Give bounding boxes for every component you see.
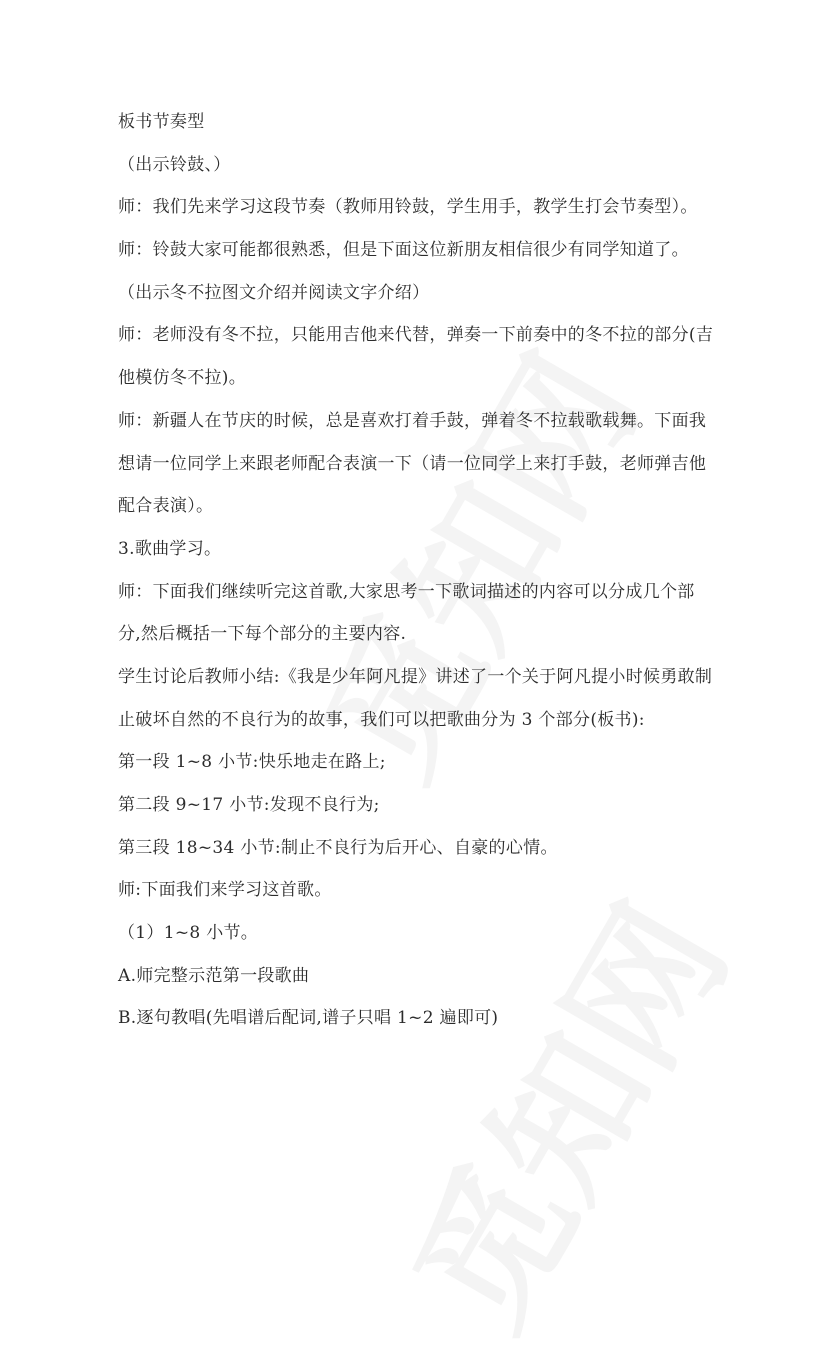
document-body <box>118 101 758 1040</box>
text-line: 师：铃鼓大家可能都很熟悉，但是下面这位新朋友相信很少有同学知道了。 <box>118 240 689 261</box>
text-line: （出示冬不拉图文介绍并阅读文字介绍） <box>118 282 430 303</box>
text-line: 3.歌曲学习。 <box>118 538 222 559</box>
text-line: 第三段 18~34 小节:制止不良行为后开心、自豪的心情。 <box>118 837 558 858</box>
text-line: 想请一位同学上来跟老师配合表演一下（请一位同学上来打手鼓，老师弹吉他 <box>118 453 707 474</box>
text-line: （1）1~8 小节。 <box>118 923 259 944</box>
text-line: （出示铃鼓、） <box>118 154 231 175</box>
text-line: 配合表演）。 <box>118 496 214 517</box>
text-line: 师:下面我们来学习这首歌。 <box>118 880 332 901</box>
text-line: 师：老师没有冬不拉，只能用吉他来代替，弹奏一下前奏中的冬不拉的部分(吉 <box>118 325 714 346</box>
text-line: 学生讨论后教师小结:《我是少年阿凡提》讲述了一个关于阿凡提小时候勇敢制 <box>118 666 713 687</box>
text-line: 第二段 9~17 小节:发现不良行为; <box>118 795 380 815</box>
text-line: 他模仿冬不拉)。 <box>118 368 247 389</box>
text-line: B.逐句教唱(先唱谱后配词,谱子只唱 1~2 遍即可) <box>118 1008 499 1029</box>
text-line: 师：下面我们继续听完这首歌,大家思考一下歌词描述的内容可以分成几个部 <box>118 581 695 602</box>
text-line: 板书节奏型 <box>118 112 205 132</box>
text-line: 止破坏自然的不良行为的故事，我们可以把歌曲分为 3 个部分(板书): <box>118 709 645 730</box>
text-line: 师：我们先来学习这段节奏（教师用铃鼓，学生用手，教学生打会节奏型）。 <box>118 197 698 218</box>
text-line: A.师完整示范第一段歌曲 <box>118 965 310 986</box>
text-line: 师：新疆人在节庆的时候，总是喜欢打着手鼓，弹着冬不拉载歌载舞。下面我 <box>118 410 707 431</box>
text-line: 第一段 1~8 小节:快乐地走在路上; <box>118 752 386 773</box>
text-line: 分,然后概括一下每个部分的主要内容. <box>118 624 407 645</box>
